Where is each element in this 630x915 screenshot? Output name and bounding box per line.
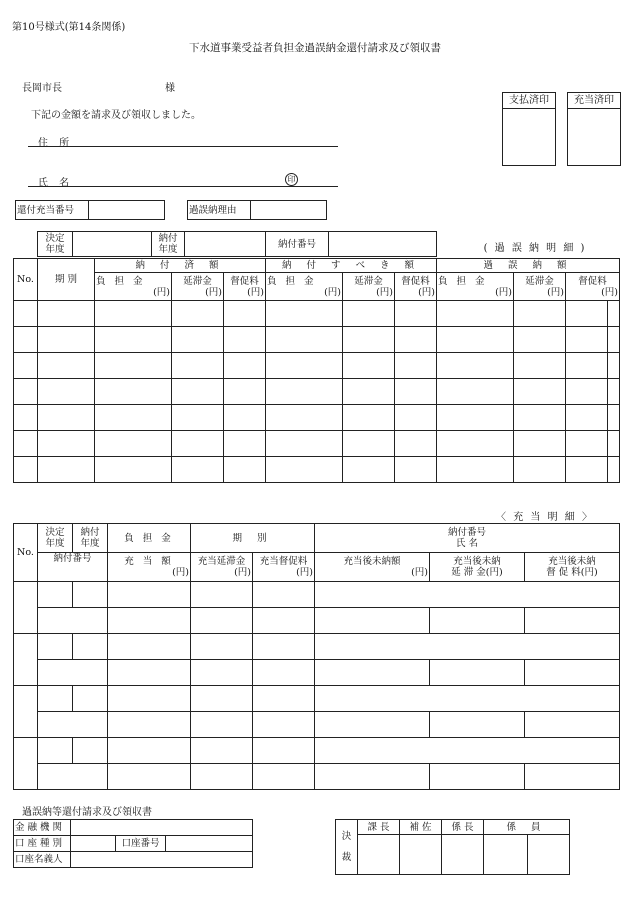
account-number-input[interactable]: [166, 836, 253, 852]
bank-institution-label: 金融機関: [14, 820, 71, 836]
address-label: 住 所: [38, 138, 74, 149]
over-delay-header: 延滞金 (円): [514, 273, 566, 301]
table-row[interactable]: [14, 327, 620, 353]
over-burden-header: 負 担 金 (円): [437, 273, 514, 301]
table-row[interactable]: [14, 608, 620, 634]
account-number-label: 口座番号: [116, 836, 166, 852]
account-type-input[interactable]: [71, 836, 116, 852]
section-chief-stamp[interactable]: [358, 835, 400, 875]
seal-circle: 印: [285, 173, 298, 186]
staff-stamp-2[interactable]: [528, 835, 570, 875]
table-row[interactable]: [14, 582, 620, 608]
col-due-amount: 納 付 す べ き 額: [266, 259, 437, 273]
col-overpaid-amount: 過 誤 納 額: [437, 259, 620, 273]
table-row[interactable]: [14, 379, 620, 405]
payment-number-label: 納付番号: [266, 232, 329, 257]
payment-number-input[interactable]: [329, 232, 437, 257]
col-paid-amount: 納 付 済 額: [95, 259, 266, 273]
table-row[interactable]: [14, 686, 620, 712]
col2-number-name: 納付番号 氏 名: [315, 524, 620, 553]
paid-burden-header: 負 担 金 (円): [95, 273, 172, 301]
due-delay-header: 延滞金 (円): [343, 273, 395, 301]
overpayment-reason-input[interactable]: [251, 201, 327, 220]
section-chief-label: 課 長: [358, 820, 400, 835]
col2-applied-amount: 充 当 額 (円): [108, 553, 191, 582]
account-type-label: 口座種別: [14, 836, 71, 852]
payment-stamp-box[interactable]: [502, 92, 556, 166]
staff-label: 係 員: [484, 820, 570, 835]
addressee-honorific: 様: [165, 83, 175, 94]
refund-number-label: 還付充当番号: [16, 201, 89, 220]
col2-applied-reminder: 充当督促料 (円): [253, 553, 315, 582]
col2-burden: 負 担 金: [108, 524, 191, 553]
bank-heading: 過誤納等還付請求及び領収書: [22, 807, 152, 818]
assistant-stamp[interactable]: [400, 835, 442, 875]
table-row[interactable]: [14, 301, 620, 327]
table-row[interactable]: [14, 764, 620, 790]
appropriation-detail-table: [13, 523, 620, 790]
decision-year-input[interactable]: [73, 232, 152, 257]
request-statement: 下記の金額を請求及び領収しました。: [31, 110, 201, 121]
document-title: 下水道事業受益者負担金過誤納金還付請求及び領収書: [189, 42, 441, 54]
col2-no: No.: [14, 524, 38, 582]
table-row[interactable]: [14, 353, 620, 379]
over-reminder-header: 督促料 (円): [566, 273, 620, 301]
table-row[interactable]: [14, 738, 620, 764]
appropriation-stamp-box[interactable]: [567, 92, 621, 166]
payment-year-label: 納付 年度: [152, 232, 185, 257]
assistant-label: 補 佐: [400, 820, 442, 835]
addressee-mayor: 長岡市長: [22, 83, 62, 94]
account-holder-input[interactable]: [71, 852, 253, 868]
col2-unpaid-delay: 充当後未納 延 滞 金(円): [430, 553, 525, 582]
due-reminder-header: 督促料 (円): [395, 273, 437, 301]
col2-period: 期 別: [191, 524, 315, 553]
subsection-chief-label: 係 長: [442, 820, 484, 835]
name-label: 氏 名: [38, 178, 74, 189]
col2-unpaid-reminder: 充当後未納 督 促 料(円): [525, 553, 620, 582]
seal-mark: [285, 173, 298, 186]
overpayment-reason-label: 過誤納理由: [188, 201, 251, 220]
col2-decision-year: 決定 年度: [38, 524, 73, 553]
paid-delay-header: 延滞金 (円): [172, 273, 224, 301]
refund-number-field: [15, 200, 165, 220]
overpayment-detail-title: ( 過 誤 納 明 細 ): [483, 243, 587, 254]
overpayment-detail-table: [13, 258, 620, 483]
payment-year-input[interactable]: [185, 232, 266, 257]
table-row[interactable]: [14, 431, 620, 457]
payment-stamp-label: 支払済印: [503, 93, 555, 109]
table-row[interactable]: [14, 712, 620, 738]
form-number: 第10号様式(第14条関係): [12, 22, 126, 33]
appropriation-detail-title: 〈 充 当 明 細 〉: [496, 512, 594, 523]
account-holder-label: 口座名義人: [14, 852, 71, 868]
due-burden-header: 負 担 金 (円): [266, 273, 343, 301]
col2-payment-number: 納付番号: [38, 553, 108, 582]
col2-unpaid-after: 充当後未納額 (円): [315, 553, 430, 582]
appropriation-stamp-label: 充当済印: [568, 93, 620, 109]
decision-year-label: 決定 年度: [38, 232, 73, 257]
table-row[interactable]: [14, 634, 620, 660]
overpayment-reason-field: [187, 200, 327, 220]
staff-stamp-1[interactable]: [484, 835, 528, 875]
table-row[interactable]: [14, 660, 620, 686]
col2-applied-delay: 充当延滞金 (円): [191, 553, 253, 582]
address-line[interactable]: [28, 146, 338, 147]
name-line[interactable]: [28, 186, 338, 187]
bank-table: [13, 819, 253, 868]
bank-institution-input[interactable]: [71, 820, 253, 836]
approval-table: [335, 819, 570, 875]
col-period: 期 別: [38, 259, 95, 301]
subsection-chief-stamp[interactable]: [442, 835, 484, 875]
section1-key-row: [37, 231, 437, 257]
col2-payment-year: 納付 年度: [73, 524, 108, 553]
paid-reminder-header: 督促料 (円): [224, 273, 266, 301]
decision-label: 決 裁: [336, 820, 358, 875]
refund-number-input[interactable]: [89, 201, 165, 220]
table-row[interactable]: [14, 457, 620, 483]
col-no: No.: [14, 259, 38, 301]
table-row[interactable]: [14, 405, 620, 431]
